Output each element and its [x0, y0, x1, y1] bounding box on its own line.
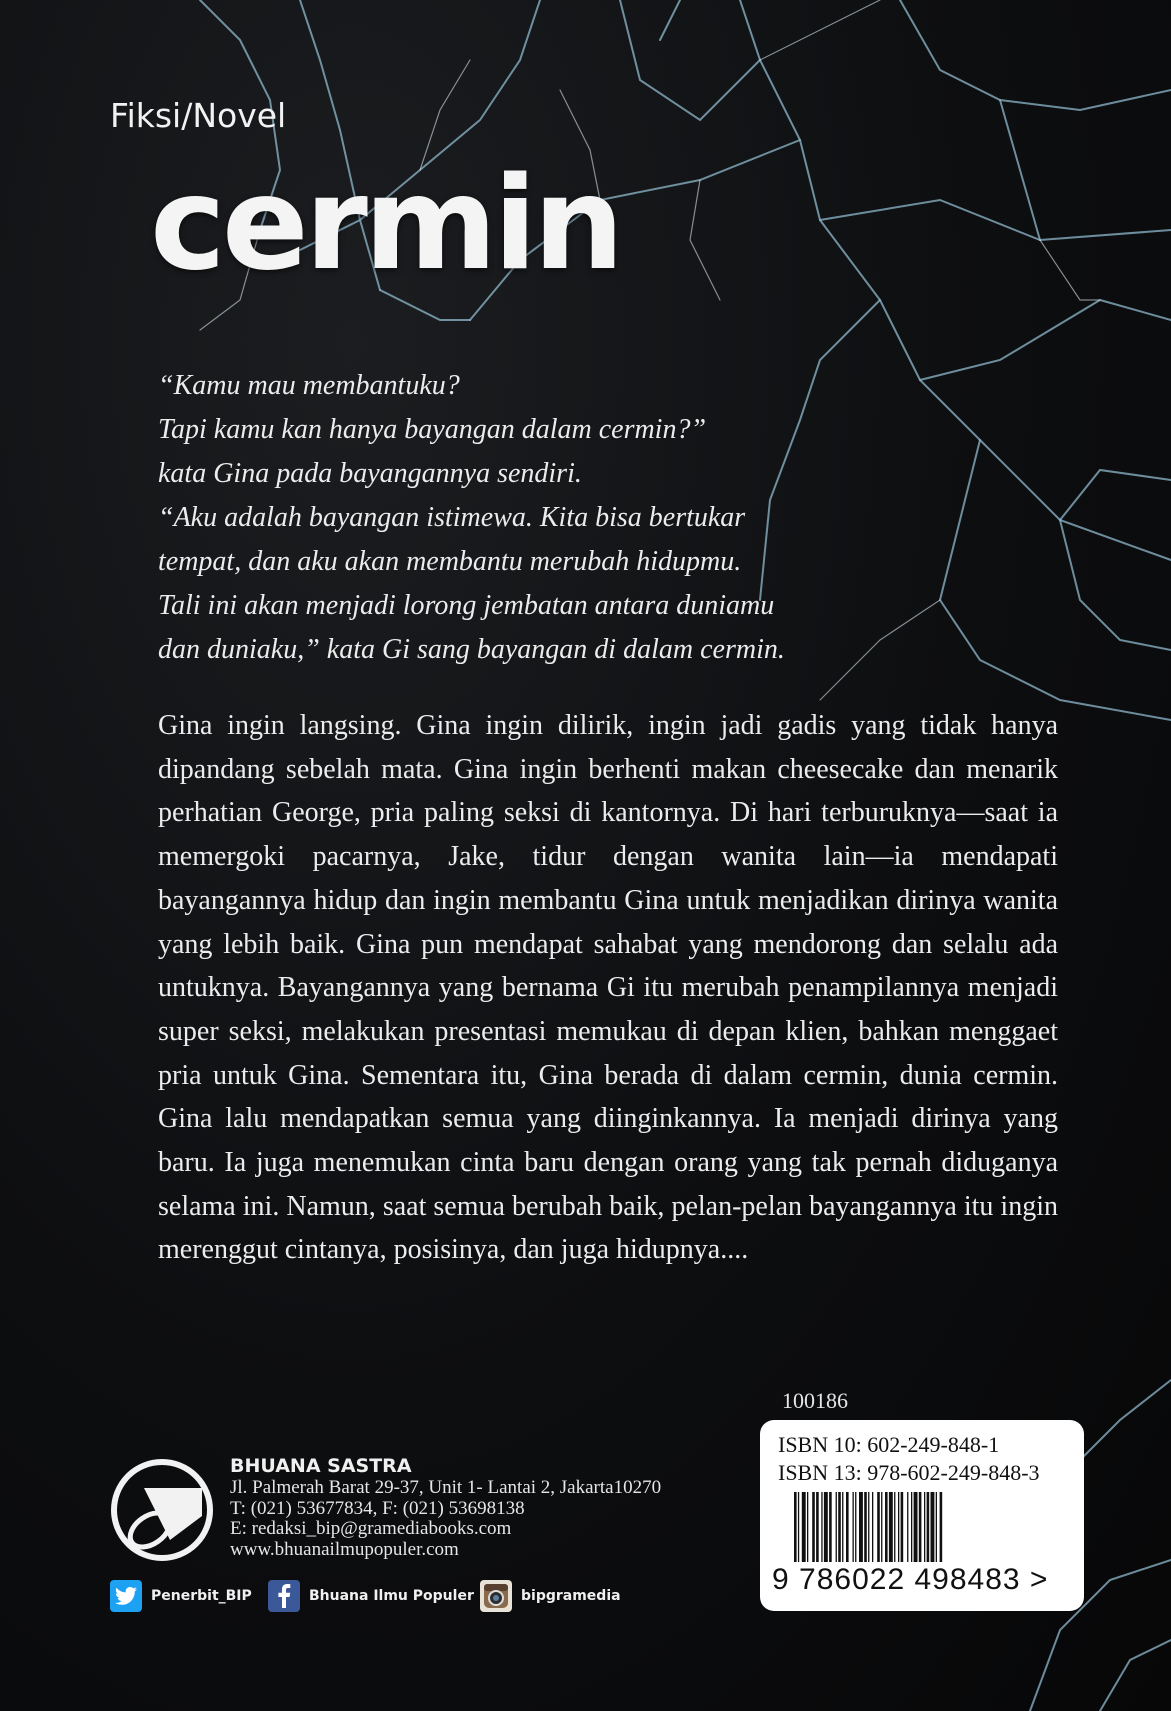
facebook-page: Bhuana Ilmu Populer: [309, 1588, 474, 1604]
barcode-bar: [894, 1492, 895, 1562]
barcode-bar: [877, 1492, 880, 1562]
quote-line: tempat, dan aku akan membantu merubah hidupmu.: [158, 546, 742, 577]
barcode-bar: [881, 1492, 882, 1562]
social-facebook: [268, 1580, 474, 1612]
barcode-bar: [936, 1492, 937, 1562]
barcode-bar: [911, 1492, 912, 1562]
barcode-bar: [812, 1492, 815, 1562]
instagram-handle: bipgramedia: [521, 1588, 621, 1604]
publisher-name: BHUANA SASTRA: [230, 1455, 412, 1477]
twitter-handle: Penerbit_BIP: [151, 1588, 252, 1604]
social-instagram: [480, 1580, 621, 1612]
quote-line: Tali ini akan menjadi lorong jembatan antara duniamu: [158, 590, 775, 621]
instagram-icon: [480, 1580, 512, 1612]
barcode-bar: [889, 1492, 893, 1562]
product-code: 100186: [782, 1388, 848, 1413]
barcode-bar: [816, 1492, 819, 1562]
isbn-10: ISBN 10: 602-249-848-1: [778, 1432, 1000, 1457]
barcode-bars: [794, 1492, 1056, 1570]
publisher-email: E: redaksi_bip@gramediabooks.com: [230, 1518, 512, 1539]
barcode-bar: [846, 1492, 849, 1562]
barcode-bar: [927, 1492, 930, 1562]
barcode-bar: [824, 1492, 828, 1562]
barcode-bar: [794, 1492, 797, 1562]
book-title: cermin: [150, 150, 621, 299]
quote-line: Tapi kamu kan hanya bayangan dalam cermin?”: [158, 414, 707, 445]
barcode-bar: [802, 1492, 806, 1562]
barcode-bar: [836, 1492, 837, 1562]
quote-line: “Kamu mau membantuku?: [158, 370, 460, 401]
publisher-phone: T: (021) 53677834, F: (021) 53698138: [230, 1497, 525, 1519]
barcode-bar: [872, 1492, 873, 1562]
barcode-bar: [829, 1492, 832, 1562]
book-quote: [158, 364, 918, 672]
barcode-bar: [842, 1492, 843, 1562]
facebook-icon: [268, 1580, 300, 1612]
quote-line: dan duniaku,” kata Gi sang bayangan di dalam cermin.: [158, 634, 785, 665]
barcode-bar: [864, 1492, 867, 1562]
barcode-bar: [798, 1492, 799, 1562]
isbn-13: ISBN 13: 978-602-249-848-3: [778, 1460, 1040, 1485]
barcode-number: 9 786022 498483 >: [772, 1563, 1049, 1596]
publisher-website: www.bhuanailmupopuler.com: [230, 1538, 459, 1560]
social-twitter: [110, 1580, 252, 1612]
barcode-panel: [760, 1420, 1084, 1611]
publisher-address: Jl. Palmerah Barat 29-37, Unit 1- Lantai 2, Jakarta10270: [230, 1477, 662, 1498]
barcode-bar: [931, 1492, 935, 1562]
quote-line: “Aku adalah bayangan istimewa. Kita bisa bertukar: [158, 502, 746, 533]
barcode-bar: [838, 1492, 841, 1562]
barcode-bar: [868, 1492, 869, 1562]
barcode-bar: [914, 1492, 918, 1562]
barcode-bar: [919, 1492, 922, 1562]
publisher-logo-icon: [110, 1458, 214, 1562]
book-synopsis: Gina ingin langsing. Gina ingin dilirik, ingin jadi gadis yang tidak hanya dipandang sebelah mata. Gina ingin berhenti makan cheesecake dan menarik perhatian George, pria paling seksi di kantornya. Di hari terburuknya—saat ia memergoki pacarnya, Jake, tidur dengan wanita lain—ia mendapati bayangannya hidup dan ingin membantu Gina untuk menjadikan dirinya wanita yang lebih baik. Gina pun mendapat sahabat yang mendorong dan selalu ada untuknya. Bayangannya yang bernama Gi itu merubah penampilannya menjadi super seksi, melakukan presentasi memukau di depan klien, bahkan menggaet pria untuk Gina. Sementara itu, Gina berada di dalam cermin, dunia cermin. Gina lalu mendapatkan semua yang diinginkannya. Ia menjadi dirinya yang baru. Ia juga menemukan cinta baru dengan orang yang tak pernah diduganya selama ini. Namun, saat semua berubah baik, pelan-pelan bayangannya itu ingin merenggut cintanya, posisinya, dan juga hidupnya....: [158, 710, 1058, 1266]
barcode-bar: [901, 1492, 904, 1562]
barcode-bar: [807, 1492, 808, 1562]
barcode-bar: [898, 1492, 899, 1562]
barcode-bar: [853, 1492, 854, 1562]
barcode-bar: [821, 1492, 822, 1562]
barcode-bar: [859, 1492, 863, 1562]
quote-line: kata Gina pada bayangannya sendiri.: [158, 458, 582, 489]
barcode-bar: [855, 1492, 856, 1562]
barcode-bar: [885, 1492, 888, 1562]
twitter-icon: [110, 1580, 142, 1612]
book-category: Fiksi/Novel: [110, 96, 287, 135]
barcode-bar: [940, 1492, 943, 1562]
barcode-bar: [907, 1492, 908, 1562]
barcode-bar: [924, 1492, 925, 1562]
publisher-contact: [230, 1478, 661, 1560]
